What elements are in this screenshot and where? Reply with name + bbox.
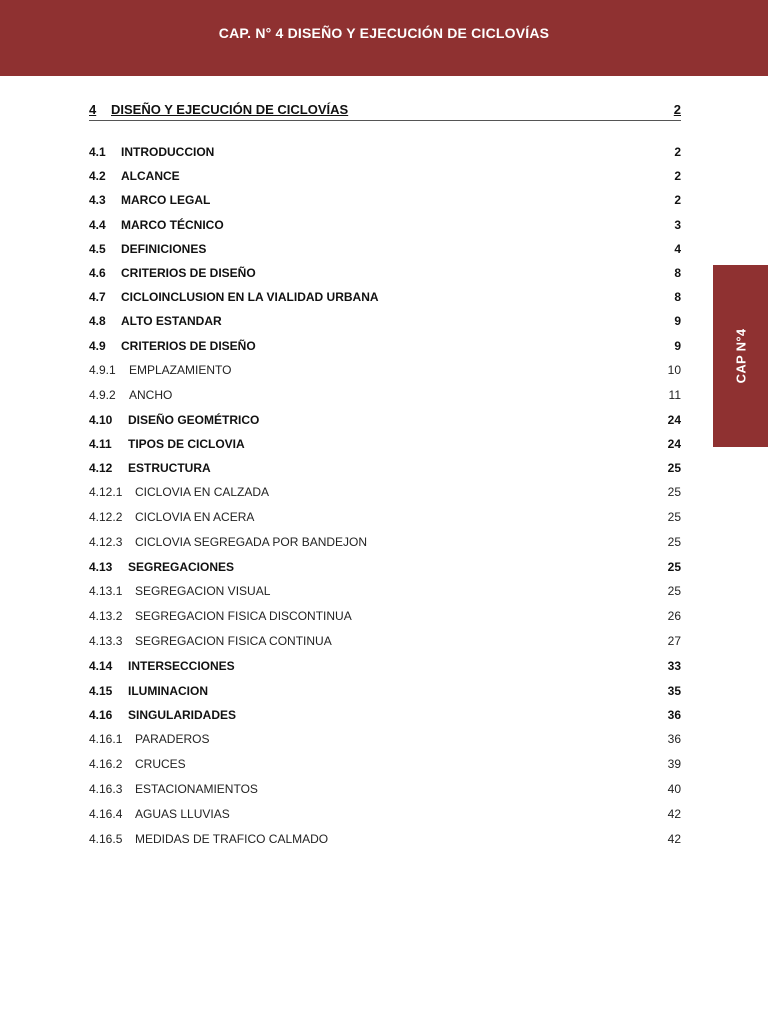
toc-entry[interactable] (89, 530, 681, 555)
toc-entry-page: 9 (674, 314, 681, 329)
toc-entry-title: SEGREGACION VISUAL (135, 584, 271, 599)
toc-entry-title: EMPLAZAMIENTO (129, 362, 232, 377)
toc-entry-number: 4.9.1 (89, 362, 116, 377)
toc-entry[interactable] (89, 727, 681, 752)
page-header-title: CAP. N° 4 DISEÑO Y EJECUCIÓN DE CICLOVÍAS (218, 25, 550, 41)
toc-entry-number: 4.12.3 (89, 535, 123, 550)
toc-entry[interactable] (89, 164, 681, 188)
toc-entry-title: CRITERIOS DE DISEÑO (121, 265, 256, 280)
toc-entry-page: 25 (667, 510, 681, 525)
toc-entry-number: 4.16.4 (89, 807, 123, 821)
toc-entry-number: 4.10 (89, 412, 113, 427)
toc-entry-page: 4 (674, 241, 681, 256)
toc-entry-title: DISEÑO GEOMÉTRICO (128, 412, 260, 427)
toc-entry-number: 4.4 (89, 217, 106, 232)
toc-entry[interactable] (89, 334, 681, 358)
toc-entry[interactable] (89, 213, 681, 237)
toc-entry[interactable] (89, 480, 681, 505)
toc-entry-title: INTERSECCIONES (128, 659, 235, 674)
toc-entry-page: 25 (667, 560, 681, 575)
toc-entry-title: ESTRUCTURA (128, 461, 211, 476)
toc-entry-number: 4.11 (89, 436, 112, 451)
toc-chapter-heading[interactable] (89, 102, 681, 121)
toc-entry-title: PARADEROS (135, 732, 210, 746)
toc-entry[interactable] (89, 777, 681, 802)
toc-entry-title: CRITERIOS DE DISEÑO (121, 338, 256, 353)
toc-entry[interactable] (89, 188, 681, 212)
toc-entry-number: 4.15 (89, 683, 113, 698)
toc-entry-number: 4.14 (89, 659, 113, 674)
toc-entry-number: 4.1 (89, 145, 106, 159)
toc-entry-title: CRUCES (135, 757, 186, 771)
toc-entry-page: 2 (674, 169, 681, 184)
toc-entry-page: 8 (674, 290, 681, 305)
toc-entry-page: 9 (674, 338, 681, 353)
toc-entry-number: 4.12.2 (89, 510, 123, 525)
toc-entry-title: MEDIDAS DE TRAFICO CALMADO (135, 832, 329, 846)
toc-entry-page: 33 (667, 659, 681, 674)
toc-entry[interactable] (89, 261, 681, 285)
toc-entry[interactable] (89, 703, 681, 727)
toc-entry-number: 4.13.2 (89, 609, 123, 624)
toc-entry-title: MARCO TÉCNICO (121, 217, 224, 232)
toc-entry-page: 25 (667, 584, 681, 599)
toc-entry[interactable] (89, 802, 681, 827)
toc-chapter-number: 4 (89, 102, 97, 117)
toc-entry[interactable] (89, 432, 681, 456)
toc-entry-page: 25 (667, 535, 681, 550)
toc-entry-number: 4.16.3 (89, 782, 123, 796)
toc-entry-title: CICLOVIA EN ACERA (135, 510, 255, 525)
toc-entry-title: AGUAS LLUVIAS (135, 807, 230, 821)
toc-entry-page: 36 (667, 707, 681, 722)
toc-entry-page: 26 (667, 609, 681, 624)
toc-entry-page: 27 (667, 634, 681, 649)
toc-entry[interactable] (89, 579, 681, 604)
toc-chapter-title: DISEÑO Y EJECUCIÓN DE CICLOVÍAS (111, 102, 349, 117)
toc-entry[interactable] (89, 679, 681, 703)
toc-entry-list (89, 140, 681, 852)
toc-entry-page: 24 (667, 436, 681, 451)
toc-entry[interactable] (89, 505, 681, 530)
toc-entry-number: 4.13 (89, 560, 113, 575)
header-band (0, 0, 768, 76)
toc-entry-title: SEGREGACIONES (128, 560, 235, 575)
chapter-side-tab-label: CAP N°4 (733, 328, 748, 384)
toc-entry-page: 11 (668, 387, 681, 402)
toc-entry[interactable] (89, 752, 681, 777)
toc-entry-number: 4.16.1 (89, 732, 123, 746)
toc-entry-title: ILUMINACION (128, 683, 208, 698)
toc-entry-number: 4.13.3 (89, 634, 123, 649)
toc-entry-title: ALTO ESTANDAR (121, 314, 222, 329)
toc-entry-page: 42 (667, 807, 681, 821)
toc-entry[interactable] (89, 309, 681, 333)
toc-entry-number: 4.3 (89, 193, 106, 208)
toc-entry-page: 25 (667, 485, 681, 500)
toc-entry-number: 4.6 (89, 265, 106, 280)
toc-entry-number: 4.5 (89, 241, 106, 256)
toc-entry[interactable] (89, 140, 681, 164)
toc-entry-title: ALCANCE (121, 169, 180, 184)
toc-entry-number: 4.9 (89, 338, 106, 353)
toc-entry-number: 4.2 (89, 169, 106, 184)
toc-entry-title: CICLOVIA EN CALZADA (135, 485, 270, 500)
toc-entry-page: 8 (674, 265, 681, 280)
toc-entry-title: DEFINICIONES (121, 241, 207, 256)
toc-entry[interactable] (89, 555, 681, 579)
toc-entry-number: 4.8 (89, 314, 106, 329)
toc-entry[interactable] (89, 629, 681, 654)
toc-entry-page: 2 (674, 193, 681, 208)
toc-entry-page: 3 (674, 217, 681, 232)
toc-entry[interactable] (89, 827, 681, 852)
toc-entry[interactable] (89, 383, 681, 408)
toc-entry-number: 4.13.1 (89, 584, 123, 599)
toc-entry[interactable] (89, 456, 681, 480)
toc-entry-title: INTRODUCCION (121, 145, 215, 159)
toc-entry-number: 4.12 (89, 461, 113, 476)
toc-entry-number: 4.9.2 (89, 387, 116, 402)
toc-entry[interactable] (89, 285, 681, 309)
toc-entry-number: 4.16.2 (89, 757, 123, 771)
toc-entry-number: 4.12.1 (89, 485, 123, 500)
toc-entry[interactable] (89, 358, 681, 383)
toc-entry-title: ESTACIONAMIENTOS (135, 782, 258, 796)
toc-entry-page: 24 (667, 412, 681, 427)
toc-entry[interactable] (89, 654, 681, 678)
toc-entry-title: CICLOVIA SEGREGADA POR BANDEJON (135, 535, 368, 550)
toc-entry-page: 39 (667, 757, 681, 771)
toc-entry-page: 2 (674, 145, 681, 159)
toc-entry-title: SINGULARIDADES (128, 707, 237, 722)
toc-entry-title: SEGREGACION FISICA CONTINUA (135, 634, 332, 649)
toc-entry-page: 40 (667, 782, 681, 796)
toc-entry-number: 4.7 (89, 290, 106, 305)
toc-entry-title: TIPOS DE CICLOVIA (128, 436, 245, 451)
toc-entry-title: MARCO LEGAL (121, 193, 211, 208)
toc-entry-number: 4.16 (89, 707, 113, 722)
toc-entry-title: CICLOINCLUSION EN LA VIALIDAD URBANA (121, 290, 379, 305)
toc-entry[interactable] (89, 237, 681, 261)
toc-entry-page: 10 (667, 362, 681, 377)
toc-entry-page: 36 (667, 732, 681, 746)
toc-chapter-page: 2 (673, 102, 681, 117)
toc-entry-page: 35 (667, 683, 681, 698)
toc-entry-page: 42 (667, 832, 681, 846)
toc-entry-title: ANCHO (129, 387, 173, 402)
toc-entry[interactable] (89, 408, 681, 432)
toc-entry[interactable] (89, 604, 681, 629)
toc-entry-number: 4.16.5 (89, 832, 123, 846)
toc-entry-page: 25 (667, 461, 681, 476)
chapter-side-tab (713, 265, 768, 447)
toc-entry-title: SEGREGACION FISICA DISCONTINUA (135, 609, 352, 624)
